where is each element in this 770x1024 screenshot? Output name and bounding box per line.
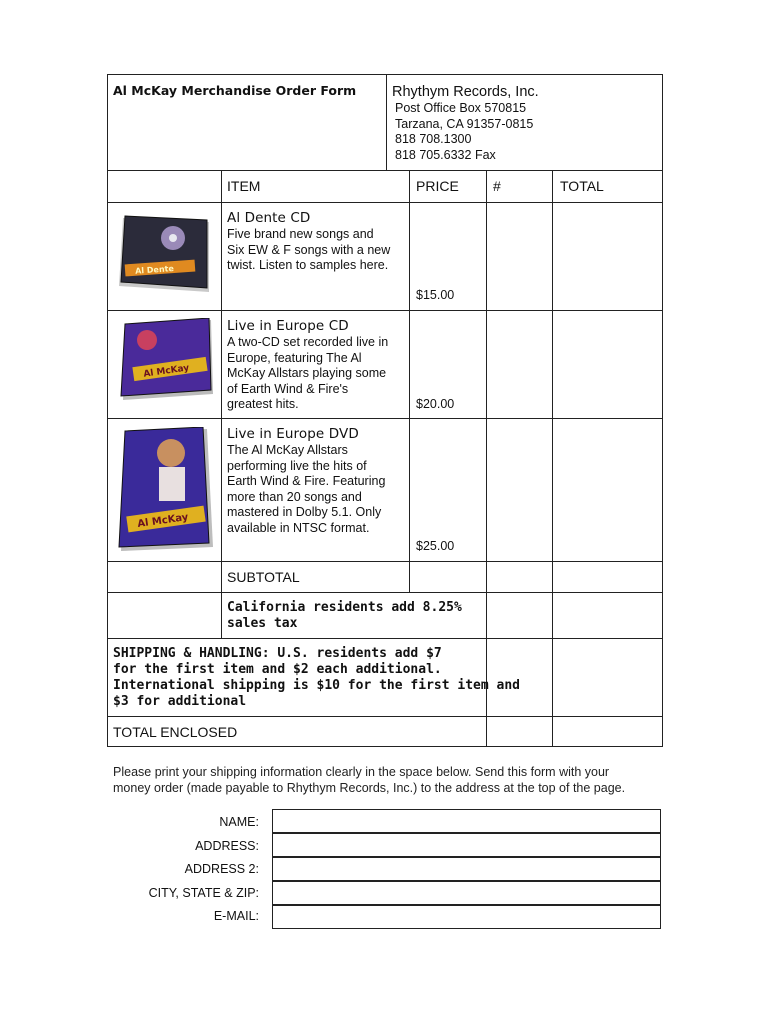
cover-text: Al McKay bbox=[136, 511, 190, 530]
address-label: ADDRESS: bbox=[195, 839, 259, 853]
product-description: The Al McKay Allstars performing live the hits of Earth Wind & Fire. Featuring more than 20 songs and mastered in Dolby 5.1. Only available in NTSC format. bbox=[227, 443, 386, 535]
address-line: 818 708.1300 bbox=[395, 132, 472, 146]
email-label: E-MAIL: bbox=[213, 909, 259, 923]
address-field[interactable] bbox=[272, 833, 661, 857]
column-header-price: PRICE bbox=[416, 178, 459, 194]
product-description: A two-CD set recorded live in Europe, featuring The Al McKay Allstars playing some of Earth Wind & Fire's greatest hits. bbox=[227, 335, 389, 411]
address-line: 818 705.6332 Fax bbox=[395, 147, 496, 162]
product-description: Five brand new songs and Six EW & F songs with a new twist. Listen to samples here. bbox=[227, 227, 391, 272]
cd-cover-icon bbox=[113, 212, 217, 294]
product-name: Live in Europe DVD bbox=[227, 426, 359, 442]
cover-text: Al Dente bbox=[134, 264, 175, 276]
city-state-zip-label: CITY, STATE & ZIP: bbox=[148, 886, 259, 900]
product-image-al-dente bbox=[113, 212, 217, 294]
product-price: $25.00 bbox=[416, 539, 455, 553]
column-header-item: ITEM bbox=[227, 178, 261, 194]
product-price: $15.00 bbox=[416, 288, 455, 302]
name-field[interactable] bbox=[272, 809, 661, 833]
city-state-zip-field[interactable] bbox=[272, 881, 661, 905]
column-header-total: TOTAL bbox=[560, 178, 604, 194]
shipping-label: SHIPPING & HANDLING: U.S. residents add $7 for the first item and $2 each additional. International shipping is $10 for the first item and $3 for additional bbox=[113, 646, 520, 709]
company-name: Rhythym Records, Inc. bbox=[392, 84, 539, 100]
product-image-live-europe-cd bbox=[113, 318, 217, 404]
cover-text: Al McKay bbox=[142, 363, 190, 380]
product-image-live-europe-dvd bbox=[113, 427, 217, 553]
address-line: Post Office Box 570815 bbox=[395, 101, 527, 115]
form-title: Al McKay Merchandise Order Form bbox=[113, 83, 357, 98]
address2-label: ADDRESS 2: bbox=[184, 862, 259, 876]
email-field[interactable] bbox=[272, 905, 661, 929]
tax-label: California residents add 8.25% sales tax bbox=[227, 600, 462, 631]
total-enclosed-label: TOTAL ENCLOSED bbox=[113, 724, 238, 740]
dvd-cover-icon bbox=[113, 427, 217, 553]
product-name: Al Dente CD bbox=[227, 210, 311, 226]
company-address bbox=[395, 101, 533, 163]
address-line: Tarzana, CA 91357-0815 bbox=[395, 116, 534, 131]
shipping-instructions: Please print your shipping information clearly in the space below. Send this form with your money order (made payable to Rhythym Records, Inc.) to the address at the top of the page. bbox=[113, 765, 626, 795]
column-header-qty: # bbox=[493, 178, 501, 194]
product-price: $20.00 bbox=[416, 397, 455, 411]
product-name: Live in Europe CD bbox=[227, 318, 349, 334]
cd-cover-icon bbox=[113, 318, 217, 404]
name-label: NAME: bbox=[219, 815, 259, 829]
address2-field[interactable] bbox=[272, 857, 661, 881]
subtotal-label: SUBTOTAL bbox=[227, 569, 300, 585]
